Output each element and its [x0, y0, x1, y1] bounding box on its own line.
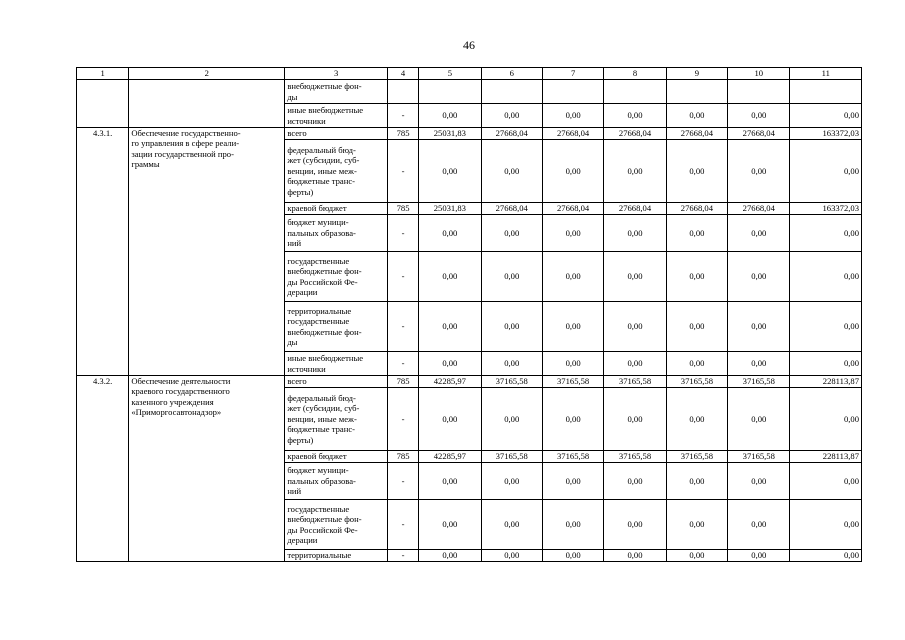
year-value-cell: 0,00: [604, 388, 666, 451]
year-value-cell: 0,00: [542, 252, 603, 302]
year-value-cell: 0,00: [542, 463, 603, 500]
year-value-cell: 0,00: [419, 215, 481, 252]
year-value-cell: 0,00: [728, 104, 790, 128]
total-value-cell: 228113,87: [790, 376, 862, 388]
year-value-cell: 27668,04: [728, 128, 790, 140]
year-value-cell: 0,00: [542, 104, 603, 128]
year-value-cell: 25031,83: [419, 128, 481, 140]
funding-source-cell: федеральный бюд- жет (субсидии, суб- венции, иные меж- бюджетные транс- ферты): [285, 388, 388, 451]
year-value-cell: 0,00: [481, 252, 542, 302]
grbs-code-cell: 785: [387, 376, 418, 388]
total-value-cell: 163372,03: [790, 203, 862, 215]
year-value-cell: 0,00: [481, 215, 542, 252]
year-value-cell: 0,00: [604, 352, 666, 376]
year-value-cell: 27668,04: [481, 128, 542, 140]
grbs-code-cell: 785: [387, 203, 418, 215]
year-value-cell: [419, 80, 481, 104]
total-value-cell: 0,00: [790, 352, 862, 376]
total-value-cell: 0,00: [790, 252, 862, 302]
year-value-cell: 37165,58: [728, 376, 790, 388]
grbs-code-cell: -: [387, 550, 418, 562]
year-value-cell: 0,00: [666, 463, 727, 500]
column-header: 8: [604, 68, 666, 80]
column-header: 4: [387, 68, 418, 80]
year-value-cell: 37165,58: [542, 376, 603, 388]
year-value-cell: 27668,04: [604, 203, 666, 215]
item-name-cell: Обеспечение деятельности краевого государственного казенного учреждения «Приморгосавтонадзор»: [129, 376, 285, 562]
year-value-cell: 0,00: [481, 140, 542, 203]
year-value-cell: 42285,97: [419, 451, 481, 463]
year-value-cell: 0,00: [542, 140, 603, 203]
column-header: 2: [129, 68, 285, 80]
item-name-cell: [129, 80, 285, 128]
year-value-cell: 0,00: [419, 500, 481, 550]
year-value-cell: [728, 80, 790, 104]
year-value-cell: 0,00: [419, 463, 481, 500]
total-value-cell: 0,00: [790, 215, 862, 252]
total-value-cell: 0,00: [790, 104, 862, 128]
table-body: [77, 68, 862, 562]
year-value-cell: 0,00: [542, 500, 603, 550]
funding-source-cell: краевой бюджет: [285, 203, 388, 215]
year-value-cell: 0,00: [481, 500, 542, 550]
year-value-cell: 0,00: [481, 302, 542, 352]
year-value-cell: 37165,58: [481, 451, 542, 463]
year-value-cell: 0,00: [604, 140, 666, 203]
year-value-cell: 42285,97: [419, 376, 481, 388]
year-value-cell: 0,00: [604, 252, 666, 302]
year-value-cell: 0,00: [419, 550, 481, 562]
year-value-cell: 0,00: [419, 140, 481, 203]
funding-source-cell: иные внебюджетные источники: [285, 104, 388, 128]
year-value-cell: 27668,04: [666, 203, 727, 215]
grbs-code-cell: -: [387, 215, 418, 252]
year-value-cell: [604, 80, 666, 104]
budget-table: [76, 67, 862, 562]
year-value-cell: 0,00: [604, 104, 666, 128]
year-value-cell: [481, 80, 542, 104]
year-value-cell: 0,00: [666, 388, 727, 451]
page-number: 46: [463, 38, 475, 52]
year-value-cell: 37165,58: [666, 451, 727, 463]
column-header: 6: [481, 68, 542, 80]
year-value-cell: 27668,04: [481, 203, 542, 215]
year-value-cell: 0,00: [481, 388, 542, 451]
year-value-cell: 37165,58: [666, 376, 727, 388]
year-value-cell: 0,00: [728, 302, 790, 352]
total-value-cell: 0,00: [790, 302, 862, 352]
year-value-cell: 0,00: [419, 252, 481, 302]
column-header: 10: [728, 68, 790, 80]
year-value-cell: 0,00: [542, 352, 603, 376]
table-row: [77, 376, 862, 388]
table-row: [77, 128, 862, 140]
year-value-cell: 0,00: [666, 500, 727, 550]
funding-source-cell: всего: [285, 128, 388, 140]
table-row: [77, 80, 862, 104]
total-value-cell: 0,00: [790, 388, 862, 451]
year-value-cell: 27668,04: [542, 128, 603, 140]
funding-source-cell: территориальные государственные внебюджетные фон- ды: [285, 302, 388, 352]
year-value-cell: 27668,04: [542, 203, 603, 215]
total-value-cell: 0,00: [790, 140, 862, 203]
year-value-cell: 0,00: [481, 104, 542, 128]
item-name-cell: Обеспечение государственно- го управления в сфере реали- зации государственной про- граммы: [129, 128, 285, 376]
grbs-code-cell: [387, 80, 418, 104]
item-code-cell: 4.3.1.: [77, 128, 129, 376]
year-value-cell: 0,00: [666, 252, 727, 302]
year-value-cell: 0,00: [481, 550, 542, 562]
year-value-cell: [542, 80, 603, 104]
funding-source-cell: федеральный бюд- жет (субсидии, суб- венции, иные меж- бюджетные транс- ферты): [285, 140, 388, 203]
year-value-cell: 0,00: [419, 104, 481, 128]
year-value-cell: 37165,58: [728, 451, 790, 463]
year-value-cell: 0,00: [481, 463, 542, 500]
year-value-cell: 0,00: [666, 215, 727, 252]
grbs-code-cell: 785: [387, 128, 418, 140]
year-value-cell: 0,00: [542, 302, 603, 352]
total-value-cell: [790, 80, 862, 104]
year-value-cell: 0,00: [728, 252, 790, 302]
column-header: 5: [419, 68, 481, 80]
column-header: 9: [666, 68, 727, 80]
year-value-cell: 0,00: [604, 302, 666, 352]
year-value-cell: 0,00: [728, 463, 790, 500]
year-value-cell: 0,00: [542, 388, 603, 451]
item-code-cell: [77, 80, 129, 128]
year-value-cell: 0,00: [666, 302, 727, 352]
year-value-cell: 27668,04: [728, 203, 790, 215]
year-value-cell: 0,00: [542, 550, 603, 562]
year-value-cell: 0,00: [419, 388, 481, 451]
funding-source-cell: государственные внебюджетные фон- ды Российской Фе- дерации: [285, 252, 388, 302]
item-code-cell: 4.3.2.: [77, 376, 129, 562]
funding-source-cell: территориальные: [285, 550, 388, 562]
year-value-cell: [666, 80, 727, 104]
grbs-code-cell: -: [387, 252, 418, 302]
year-value-cell: 37165,58: [604, 376, 666, 388]
grbs-code-cell: -: [387, 388, 418, 451]
year-value-cell: 37165,58: [542, 451, 603, 463]
funding-source-cell: иные внебюджетные источники: [285, 352, 388, 376]
total-value-cell: 0,00: [790, 500, 862, 550]
year-value-cell: 0,00: [728, 352, 790, 376]
total-value-cell: 0,00: [790, 550, 862, 562]
total-value-cell: 228113,87: [790, 451, 862, 463]
year-value-cell: 0,00: [542, 215, 603, 252]
year-value-cell: 0,00: [419, 302, 481, 352]
grbs-code-cell: -: [387, 140, 418, 203]
grbs-code-cell: -: [387, 302, 418, 352]
year-value-cell: 0,00: [604, 215, 666, 252]
year-value-cell: 0,00: [728, 500, 790, 550]
funding-source-cell: краевой бюджет: [285, 451, 388, 463]
funding-source-cell: всего: [285, 376, 388, 388]
year-value-cell: 0,00: [604, 550, 666, 562]
column-header: 3: [285, 68, 388, 80]
year-value-cell: 37165,58: [604, 451, 666, 463]
year-value-cell: 0,00: [604, 463, 666, 500]
year-value-cell: 0,00: [728, 388, 790, 451]
column-header: 1: [77, 68, 129, 80]
funding-source-cell: внебюджетные фон- ды: [285, 80, 388, 104]
year-value-cell: 0,00: [419, 352, 481, 376]
column-header-row: [77, 68, 862, 80]
year-value-cell: 0,00: [666, 550, 727, 562]
year-value-cell: 0,00: [728, 550, 790, 562]
year-value-cell: 0,00: [666, 352, 727, 376]
total-value-cell: 163372,03: [790, 128, 862, 140]
funding-source-cell: бюджет муници- пальных образова- ний: [285, 463, 388, 500]
year-value-cell: 0,00: [604, 500, 666, 550]
year-value-cell: 27668,04: [604, 128, 666, 140]
year-value-cell: 0,00: [728, 140, 790, 203]
total-value-cell: 0,00: [790, 463, 862, 500]
grbs-code-cell: -: [387, 104, 418, 128]
column-header: 7: [542, 68, 603, 80]
year-value-cell: 25031,83: [419, 203, 481, 215]
grbs-code-cell: -: [387, 352, 418, 376]
column-header: 11: [790, 68, 862, 80]
year-value-cell: 0,00: [481, 352, 542, 376]
grbs-code-cell: 785: [387, 451, 418, 463]
year-value-cell: 0,00: [728, 215, 790, 252]
funding-source-cell: бюджет муници- пальных образова- ний: [285, 215, 388, 252]
grbs-code-cell: -: [387, 500, 418, 550]
year-value-cell: 27668,04: [666, 128, 727, 140]
year-value-cell: 0,00: [666, 140, 727, 203]
grbs-code-cell: -: [387, 463, 418, 500]
year-value-cell: 37165,58: [481, 376, 542, 388]
funding-source-cell: государственные внебюджетные фон- ды Российской Фе- дерации: [285, 500, 388, 550]
year-value-cell: 0,00: [666, 104, 727, 128]
